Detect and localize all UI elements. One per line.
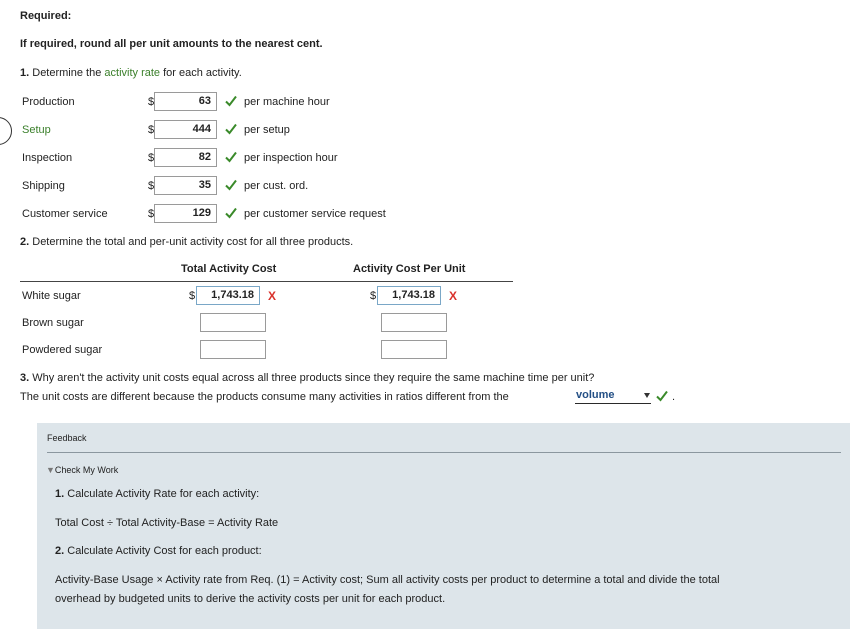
activity-label-shipping: Shipping	[22, 180, 65, 192]
feedback-explanation-line-1: Activity-Base Usage × Activity rate from Req. (1) = Activity cost; Sum all activity costs per product to determine a total and divide the total	[55, 574, 720, 586]
q1-prompt	[20, 67, 242, 79]
currency-symbol: $	[189, 290, 196, 302]
q2-prompt: 2. Determine the total and per-unit activity cost for all three products.	[20, 236, 354, 248]
feedback-step-2-text: Calculate Activity Cost for each product:	[67, 545, 262, 557]
feedback-panel	[37, 423, 850, 629]
product-label-powdered-sugar: Powdered sugar	[22, 344, 103, 356]
check-icon	[225, 179, 237, 191]
q3-prompt: 3. Why aren't the activity unit costs equal across all three products since they require the same machine time per unit?	[20, 372, 595, 384]
rate-input-customer-service[interactable]: 129	[154, 204, 217, 223]
wrong-icon: X	[268, 289, 277, 303]
currency-symbol: $	[148, 152, 155, 164]
unit-cost-input-brown-sugar[interactable]	[381, 313, 447, 332]
reason-dropdown-value: volume	[576, 389, 615, 401]
col-header-per-unit: Activity Cost Per Unit	[353, 263, 466, 275]
product-label-white-sugar: White sugar	[22, 290, 81, 302]
total-cost-input-white-sugar[interactable]: 1,743.18	[196, 286, 260, 305]
currency-symbol: $	[370, 290, 377, 302]
check-icon	[225, 207, 237, 219]
rate-unit-production: per machine hour	[244, 96, 330, 108]
reason-dropdown[interactable]	[575, 389, 651, 404]
chevron-down-icon	[644, 393, 650, 398]
total-cost-input-powdered-sugar[interactable]	[200, 340, 266, 359]
feedback-step-1: 1. Calculate Activity Rate for each activity:	[55, 488, 260, 500]
q3-answer-text: The unit costs are different because the products consume many activities in ratios different from the	[20, 391, 509, 403]
activity-label-customer-service: Customer service	[22, 208, 108, 220]
rate-unit-inspection: per inspection hour	[244, 152, 338, 164]
currency-symbol: $	[148, 124, 155, 136]
feedback-title: Feedback	[47, 433, 87, 443]
unit-cost-input-powdered-sugar[interactable]	[381, 340, 447, 359]
q1-suffix: for each activity.	[160, 67, 242, 79]
rate-input-setup[interactable]: 444	[154, 120, 217, 139]
required-heading: Required:	[20, 10, 72, 22]
activity-rate-link[interactable]: activity rate	[104, 67, 161, 79]
instruction-text: If required, round all per unit amounts to the nearest cent.	[20, 38, 323, 50]
check-my-work-label: Check My Work	[54, 465, 119, 475]
currency-symbol: $	[148, 180, 155, 192]
check-icon	[225, 95, 237, 107]
feedback-formula: Total Cost ÷ Total Activity-Base = Activity Rate	[55, 517, 279, 529]
unit-cost-input-white-sugar[interactable]: 1,743.18	[377, 286, 441, 305]
check-my-work-toggle[interactable]	[46, 465, 118, 475]
side-nav-circle[interactable]	[0, 117, 12, 145]
rate-input-inspection[interactable]: 82	[154, 148, 217, 167]
check-icon	[225, 123, 237, 135]
wrong-icon: X	[449, 289, 458, 303]
col-header-total: Total Activity Cost	[181, 263, 277, 275]
rate-input-shipping[interactable]: 35	[154, 176, 217, 195]
check-icon	[656, 390, 668, 402]
rate-unit-setup: per setup	[244, 124, 290, 136]
feedback-explanation-line-2: overhead by budgeted units to derive the activity costs per unit for each product.	[55, 593, 446, 605]
activity-label-production: Production	[22, 96, 75, 108]
currency-symbol: $	[148, 96, 155, 108]
currency-symbol: $	[148, 208, 155, 220]
q1-prefix: 1. Determine the	[20, 67, 105, 79]
rate-unit-shipping: per cust. ord.	[244, 180, 309, 192]
triangle-down-icon: ▼	[46, 465, 55, 475]
product-label-brown-sugar: Brown sugar	[22, 317, 84, 329]
activity-label-inspection: Inspection	[22, 152, 73, 164]
activity-label-setup[interactable]: Setup	[22, 124, 51, 136]
rate-unit-customer-service: per customer service request	[244, 208, 386, 220]
q3-period: .	[672, 391, 676, 403]
feedback-step-1-text: Calculate Activity Rate for each activity:	[67, 488, 260, 500]
rate-input-production[interactable]: 63	[154, 92, 217, 111]
check-icon	[225, 151, 237, 163]
feedback-step-2: 2. Calculate Activity Cost for each product:	[55, 545, 262, 557]
header-divider	[20, 281, 513, 282]
total-cost-input-brown-sugar[interactable]	[200, 313, 266, 332]
q2-text: Determine the total and per-unit activity cost for all three products.	[32, 236, 354, 248]
feedback-divider	[47, 452, 841, 453]
